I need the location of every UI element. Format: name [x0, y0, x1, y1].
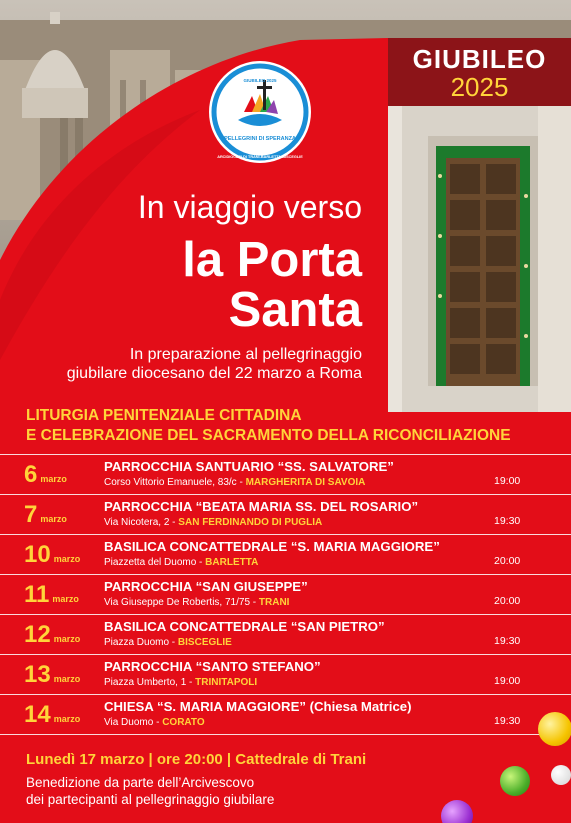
event-month: marzo — [53, 674, 81, 684]
finale-headline: Lunedì 17 marzo | ore 20:00 | Cattedrale di Trani — [26, 751, 367, 768]
holy-door-photo — [388, 106, 571, 412]
subtitle-line-2: giubilare diocesano del 22 marzo a Roma — [66, 365, 362, 382]
event-day: 10 — [24, 541, 51, 568]
event-month: marzo — [40, 514, 67, 524]
event-time: 19:30 — [494, 515, 521, 527]
event-address — [104, 716, 205, 729]
event-row — [0, 694, 571, 735]
liturgia-heading — [26, 406, 511, 446]
event-time: 20:00 — [494, 595, 521, 607]
event-date — [24, 661, 80, 693]
decorative-ball-green — [500, 766, 530, 796]
event-city: TRANI — [258, 597, 290, 608]
event-church: PARROCCHIA “SAN GIUSEPPE” — [104, 579, 308, 594]
svg-text:GIUBILEO 2025: GIUBILEO 2025 — [243, 78, 277, 83]
title-line-2: la Porta — [182, 233, 362, 287]
event-month: marzo — [53, 634, 81, 644]
event-date — [24, 501, 67, 533]
event-date — [24, 621, 80, 653]
event-day: 11 — [24, 581, 50, 608]
event-time: 19:00 — [494, 475, 521, 487]
event-city: MARGHERITA DI SAVOIA — [245, 477, 366, 488]
subtitle — [0, 345, 362, 383]
event-address — [104, 596, 289, 609]
event-address — [104, 556, 258, 569]
event-street: Piazzetta del Duomo - — [104, 557, 206, 568]
event-month: marzo — [53, 554, 81, 564]
event-day: 7 — [24, 501, 38, 528]
event-row — [0, 614, 571, 654]
event-day: 13 — [24, 661, 51, 688]
liturgia-line-2: E CELEBRAZIONE DEL SACRAMENTO DELLA RICONCILIAZIONE — [26, 427, 511, 444]
event-street: Piazza Umberto, 1 - — [104, 677, 196, 688]
event-city: SAN FERDINANDO DI PUGLIA — [178, 517, 323, 528]
event-street: Corso Vittorio Emanuele, 83/c - — [104, 477, 246, 488]
svg-text:PELLEGRINI DI SPERANZA: PELLEGRINI DI SPERANZA — [224, 136, 296, 142]
event-city: TRINITAPOLI — [195, 677, 258, 688]
event-day: 14 — [24, 701, 51, 728]
event-date — [24, 541, 80, 573]
event-row — [0, 654, 571, 694]
event-street: Via Duomo - — [104, 717, 163, 728]
event-church: CHIESA “S. MARIA MAGGIORE” (Chiesa Matrice) — [104, 699, 412, 714]
event-address — [104, 676, 257, 689]
event-row — [0, 454, 571, 494]
finale-desc-line-2: dei partecipanti al pellegrinaggio giubilare — [26, 792, 275, 807]
title-line-1: In viaggio verso — [137, 189, 362, 225]
event-month: marzo — [52, 594, 79, 604]
event-day: 6 — [24, 461, 38, 488]
event-church: PARROCCHIA SANTUARIO “SS. SALVATORE” — [104, 459, 394, 474]
event-time: 19:30 — [494, 715, 521, 727]
event-street: Via Giuseppe De Robertis, 71/75 - — [104, 597, 259, 608]
event-church: PARROCCHIA “SANTO STEFANO” — [104, 659, 321, 674]
event-row — [0, 494, 571, 534]
giubileo-label: GIUBILEO — [412, 44, 547, 74]
jubilee-logo — [208, 60, 312, 164]
event-street: Via Nicotera, 2 - — [104, 517, 179, 528]
event-church: PARROCCHIA “BEATA MARIA SS. DEL ROSARIO” — [104, 499, 419, 514]
event-row — [0, 574, 571, 614]
decorative-ball-white — [551, 765, 571, 785]
event-city: BARLETTA — [205, 557, 259, 568]
event-list — [0, 454, 571, 735]
event-date — [24, 461, 67, 493]
event-address — [104, 636, 232, 649]
event-time: 20:00 — [494, 555, 521, 567]
finale-description — [26, 774, 274, 808]
event-date — [24, 701, 80, 733]
event-address — [104, 516, 322, 529]
event-church: BASILICA CONCATTEDRALE “SAN PIETRO” — [104, 619, 385, 634]
event-address — [104, 476, 365, 489]
event-time: 19:00 — [494, 675, 521, 687]
giubileo-badge — [388, 38, 571, 106]
event-day: 12 — [24, 621, 51, 648]
svg-text:ARCIDIOCESI DI TRANI-BARLETTA-: ARCIDIOCESI DI TRANI-BARLETTA-BISCEGLIE — [217, 155, 303, 159]
title-line-3: Santa — [228, 283, 362, 337]
event-date — [24, 581, 79, 613]
event-row — [0, 534, 571, 574]
event-time: 19:30 — [494, 635, 521, 647]
event-street: Piazza Duomo - — [104, 637, 178, 648]
event-month: marzo — [40, 474, 67, 484]
event-month: marzo — [53, 714, 81, 724]
event-city: BISCEGLIE — [177, 637, 232, 648]
giubileo-year: 2025 — [450, 72, 509, 102]
liturgia-line-1: LITURGIA PENITENZIALE CITTADINA — [26, 407, 302, 424]
finale-desc-line-1: Benedizione da parte dell’Arcivescovo — [26, 775, 255, 790]
subtitle-line-1: In preparazione al pellegrinaggio — [129, 346, 362, 363]
decorative-ball-yellow — [538, 712, 571, 746]
event-city: CORATO — [162, 717, 205, 728]
event-church: BASILICA CONCATTEDRALE “S. MARIA MAGGIORE” — [104, 539, 440, 554]
